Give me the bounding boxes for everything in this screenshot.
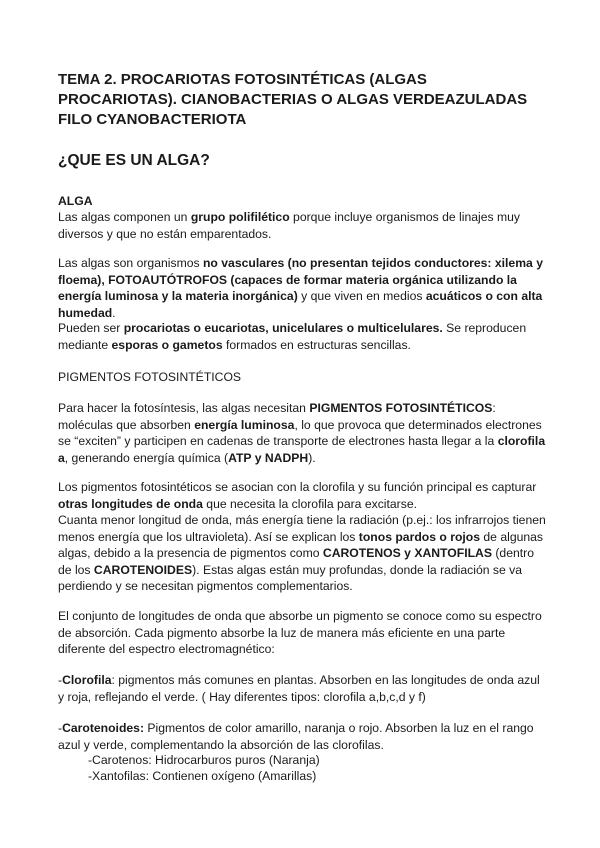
paragraph-no-vasculares: Las algas son organismos no vasculares (no presentan tejidos conductores: xilema y floema), FOTOAUTÓTROFOS (capaces de formar materia orgánica utilizando la energía luminosa y la materia inorgánica) y que viven en medios acuáticos o con alta humedad.: [58, 256, 543, 320]
subheading-alga: ALGA: [58, 194, 93, 208]
paragraph-espectro-absorcion: El conjunto de longitudes de onda que absorbe un pigmento se conoce como su espectro de absorción. Cada pigmento absorbe la luz de manera más eficiente en una parte diferente del espectro electromagnético:: [58, 609, 542, 656]
section-heading-que-es-un-alga: ¿QUE ES UN ALGA?: [58, 152, 210, 169]
paragraph-longitud-de-onda: Cuanta menor longitud de onda, más energía tiene la radiación (p.ej.: los infrarrojos tienen menos energía que los ultravioleta). Así se explican los tonos pardos o rojos de algunas algas, debido a la presencia de pigmentos como CAROTENOS y XANTOFILAS (dentro de los CAROTENOIDES). Estas algas están muy profundas, donde la radiación se va perdiendo y se necesitan pigmentos complementarios.: [58, 513, 546, 593]
paragraph-otras-longitudes: Los pigmentos fotosintéticos se asocian con la clorofila y su función principal es capturar otras longitudes de onda que necesita la clorofila para excitarse.: [58, 480, 537, 511]
subheading-pigmentos: PIGMENTOS FOTOSINTÉTICOS: [58, 370, 242, 384]
list-item-carotenos: -Carotenos: Hidrocarburos puros (Naranja): [88, 753, 320, 767]
paragraph-grupo-polifiletico: Las algas componen un grupo polifilético porque incluye organismos de linajes muy diversos y que no están emparentados.: [58, 210, 521, 241]
document-title: TEMA 2. PROCARIOTAS FOTOSINTÉTICAS (ALGAS PROCARIOTAS). CIANOBACTERIAS O ALGAS VERDEAZULADAS FILO CYANOBACTERIOTA: [58, 71, 528, 128]
paragraph-clorofila: -Clorofila: pigmentos más comunes en plantas. Absorben en las longitudes de onda azul y roja, reflejando el verde. ( Hay diferentes tipos: clorofila a,b,c,d y f): [58, 673, 540, 704]
list-item-xantofilas: -Xantofilas: Contienen oxígeno (Amarillas): [88, 769, 317, 783]
paragraph-pigmentos-fotosinteticos: Para hacer la fotosíntesis, las algas necesitan PIGMENTOS FOTOSINTÉTICOS: moléculas que absorben energía luminosa, lo que provoca que determinados electrones se “exciten” y participen en cadenas de transporte de electrones hasta llegar a la clorofila a, generando energía química (ATP y NADPH).: [58, 401, 546, 465]
paragraph-carotenoides: -Carotenoides: Pigmentos de color amarillo, naranja o rojo. Absorben la luz en el rango azul y verde, complementando la absorción de las clorofilas.: [58, 721, 534, 752]
paragraph-procariotas-eucariotas: Pueden ser procariotas o eucariotas, unicelulares o multicelulares. Se reproducen mediante esporas o gametos formados en estructuras sencillas.: [58, 321, 527, 352]
